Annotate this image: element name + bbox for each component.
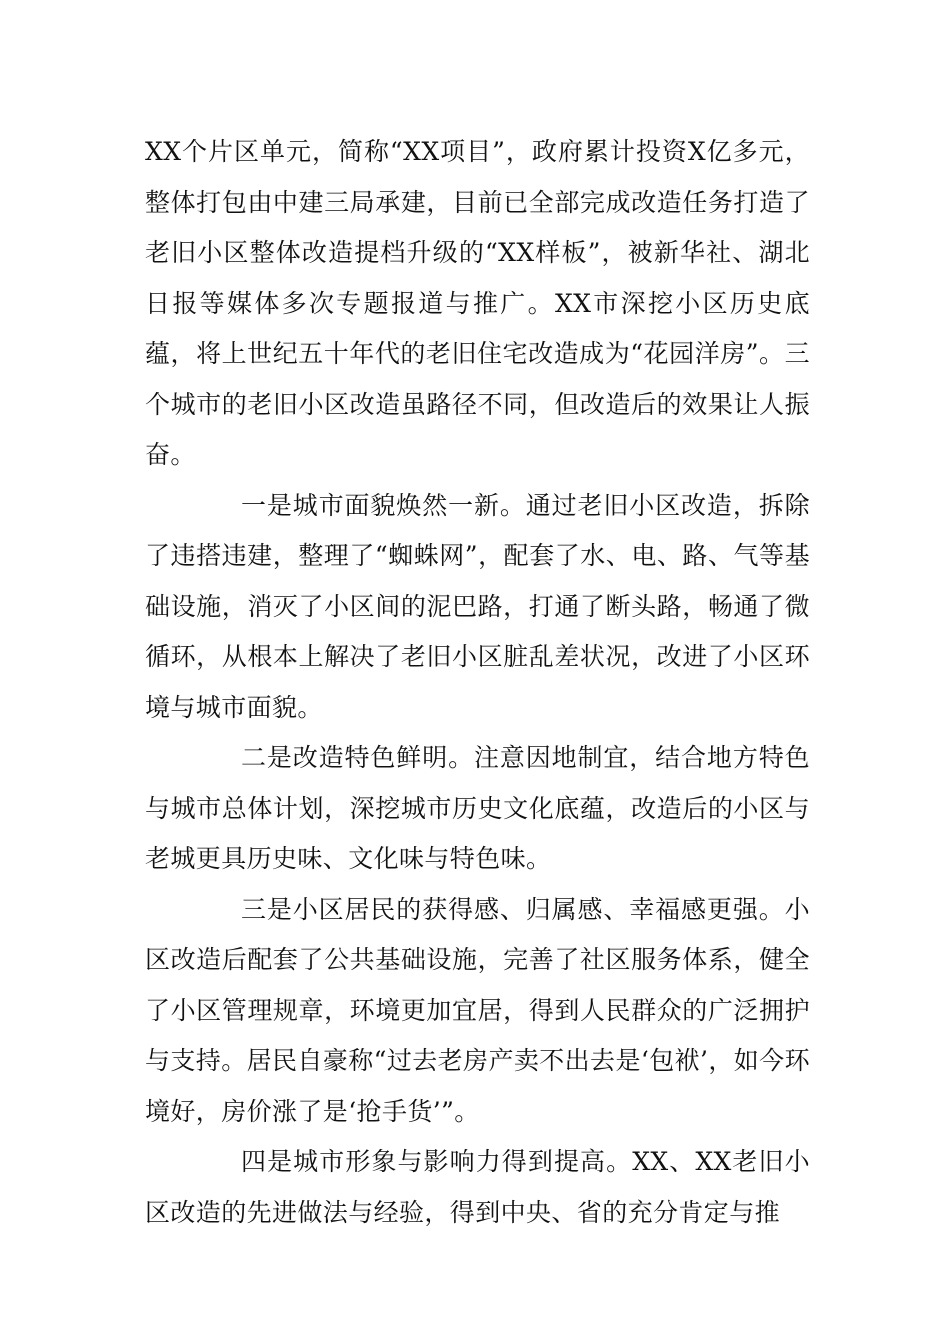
paragraph-continuation: XX个片区单元，简称“XX项目”，政府累计投资X亿多元，整体打包由中建三局承建，目前已全部完成改造任务打造了老旧小区整体改造提档升级的“XX样板”，被新华社、湖北日报等媒体多次专题报道与推广。XX市深挖小区历史底蕴，将上世纪五十年代的老旧住宅改造成为“花园洋房”。三个城市的老旧小区改造虽路径不同，但改造后的效果让人振奋。 [145, 137, 810, 469]
paragraph-point-four: 四是城市形象与影响力得到提高。XX、XX老旧小区改造的先进做法与经验，得到中央、省的充分肯定与推 [145, 1147, 810, 1227]
paragraph-point-one: 一是城市面貌焕然一新。通过老旧小区改造，拆除了违搭违建，整理了“蜘蛛网”，配套了水、电、路、气等基础设施，消灭了小区间的泥巴路，打通了断头路，畅通了微循环，从根本上解决了老旧小区脏乱差状况，改进了小区环境与城市面貌。 [145, 490, 810, 722]
paragraph-point-three: 三是小区居民的获得感、归属感、幸福感更强。小区改造后配套了公共基础设施，完善了社区服务体系，健全了小区管理规章，环境更加宜居，得到人民群众的广泛拥护与支持。居民自豪称“过去老房产卖不出去是‘包袱’，如今环境好，房价涨了是‘抢手货’”。 [145, 894, 810, 1126]
paragraph-point-two: 二是改造特色鲜明。注意因地制宜，结合地方特色与城市总体计划，深挖城市历史文化底蕴，改造后的小区与老城更具历史味、文化味与特色味。 [145, 743, 810, 873]
document-body [145, 127, 810, 1238]
